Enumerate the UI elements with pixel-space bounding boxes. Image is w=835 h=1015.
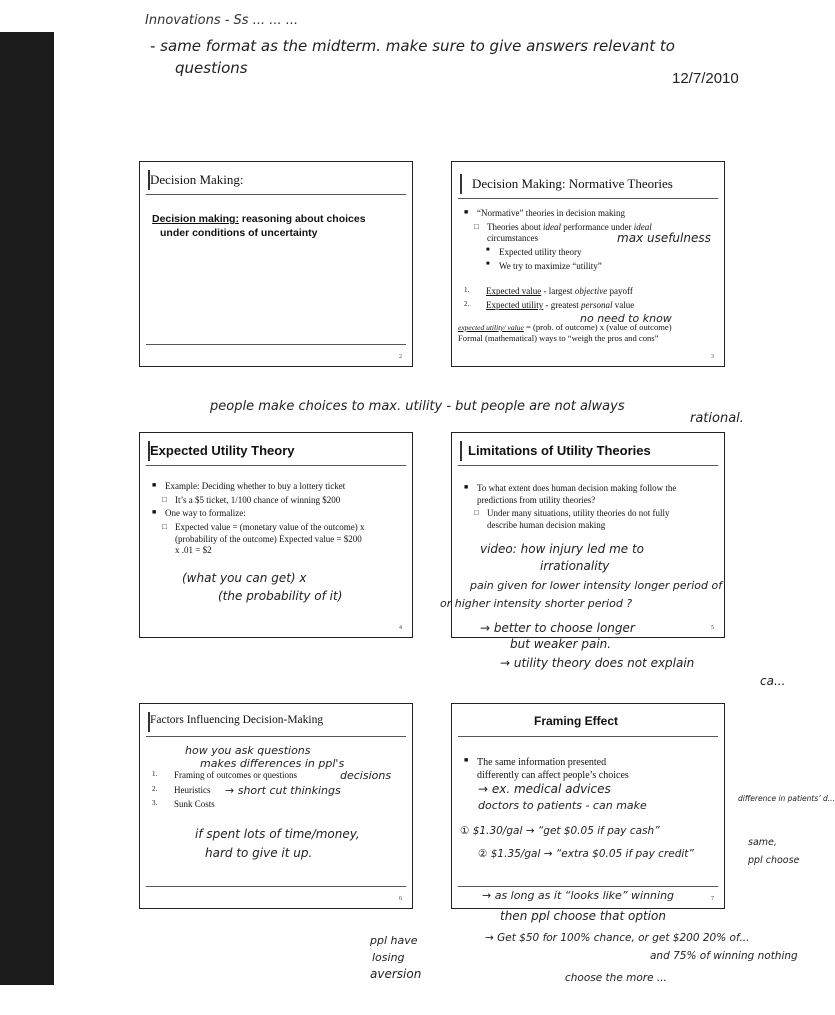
note-short-cut: → short cut thinkings xyxy=(225,784,341,797)
slide-title: Decision Making: xyxy=(150,172,244,187)
note-doctors-patients: doctors to patients - can make xyxy=(478,799,647,812)
slide-footer-rule xyxy=(458,886,718,887)
bottom-note-line-4: and 75% of winning nothing xyxy=(650,950,798,962)
bullet-many-situations: □ Under many situations, utility theories do not fully describe human decision making xyxy=(474,508,716,531)
definition-line-1 xyxy=(152,212,404,226)
slide-title-rule xyxy=(146,194,406,195)
note-ppl-choose: ppl choose xyxy=(748,855,800,866)
note-video: video: how injury led me to xyxy=(480,542,645,556)
slide-page-number: 4 xyxy=(399,625,402,631)
note-price-cash: ① $1.30/gal → “get $0.05 if pay cash” xyxy=(460,825,660,837)
numbered-framing: 1. Framing of outcomes or questions xyxy=(152,770,297,780)
numbered-sunk-costs: 3. Sunk Costs xyxy=(152,799,215,810)
slide-factors-decision-making xyxy=(139,703,413,909)
slide-page-number: 6 xyxy=(399,896,402,902)
bullet-ideal-theories: □ Theories about ideal performance under ideal circumstances xyxy=(474,222,716,245)
mid-note-line-2: rational. xyxy=(690,411,744,426)
note-what-you-can-get: (what you can get) x xyxy=(182,571,307,585)
slide-body xyxy=(464,756,716,784)
note-pain-question: pain given for lower intensity longer period of xyxy=(470,579,723,592)
note-how-you-ask: how you ask questions xyxy=(185,744,311,757)
note-difference-patients: difference in patients’ d... xyxy=(738,794,835,803)
slide-title: Limitations of Utility Theories xyxy=(468,443,651,458)
side-note-line-3: → utility theory does not explain xyxy=(500,656,695,670)
note-spent-lots: if spent lots of time/money, xyxy=(195,827,360,841)
bottom-note-line-1: → as long as it “looks like” winning xyxy=(482,889,675,902)
slide-title-bar xyxy=(460,174,462,194)
formal-ways-line: Formal (mathematical) ways to “weigh the pros and cons” xyxy=(458,332,659,343)
top-note-line-1: - same format as the midterm. make sure to give answers relevant to xyxy=(150,37,675,55)
slide-title: Factors Influencing Decision-Making xyxy=(150,714,324,726)
mid-note-line-1: people make choices to max. utility - but people are not always xyxy=(210,399,625,414)
slide-title-rule xyxy=(458,465,718,466)
slide-normative-theories xyxy=(451,161,725,367)
note-medical-advices: → ex. medical advices xyxy=(478,782,611,796)
numbered-expected-utility: 2. Expected utility - greatest personal value xyxy=(464,300,635,311)
bottom-left-note-2: losing xyxy=(372,951,405,964)
definition-text: reasoning about choices xyxy=(238,213,366,225)
slide-page-number: 2 xyxy=(399,354,402,360)
note-no-need-to-know: no need to know xyxy=(580,312,672,325)
definition-term: Decision making: xyxy=(152,213,239,225)
slide-body xyxy=(464,483,716,534)
note-probability: (the probability of it) xyxy=(218,589,343,603)
slide-title: Decision Making: Normative Theories xyxy=(472,176,673,191)
side-note-line-1: → better to choose longer xyxy=(480,621,635,635)
top-note-line-2: questions xyxy=(175,59,248,77)
bullet-lottery-example: ■ Example: Deciding whether to buy a lottery ticket xyxy=(152,481,404,493)
slide-decision-making xyxy=(139,161,413,367)
slide-body xyxy=(152,481,404,559)
slide-footer-rule xyxy=(146,886,406,887)
numbered-expected-value: 1. Expected value - largest objective payoff xyxy=(464,286,633,297)
formula-line: expected utility/ value = (prob. of outcome) x (value of outcome) xyxy=(458,321,672,332)
bullet-normative: ■ “Normative” theories in decision making xyxy=(464,208,716,220)
slide-title: Expected Utility Theory xyxy=(150,443,295,458)
bullet-expected-utility: ■ Expected utility theory xyxy=(486,247,716,259)
bullet-extent-question: ■ To what extent does human decision making follow the predictions from utility theories? xyxy=(464,483,716,506)
bottom-note-line-5: choose the more ... xyxy=(565,972,667,984)
slide-footer-rule xyxy=(146,344,406,345)
bottom-left-note-3: aversion xyxy=(370,967,422,981)
side-note-line-2: but weaker pain. xyxy=(510,637,612,651)
bullet-formalize: ■ One way to formalize: xyxy=(152,508,404,520)
definition-line-2: under conditions of uncertainty xyxy=(160,227,318,240)
numbered-heuristics: 2. Heuristics xyxy=(152,784,211,795)
bullet-expected-value: □ Expected value = (monetary value of the outcome) x (probability of the outcome) Expected value = $200 x .01 = $2 xyxy=(162,522,404,557)
slide-title-bar xyxy=(460,441,462,461)
bottom-left-note-1: ppl have xyxy=(370,934,418,947)
slide-title-rule xyxy=(146,465,406,466)
note-price-credit: ② $1.35/gal → “extra $0.05 if pay credit” xyxy=(478,848,694,860)
note-irrationality: irrationality xyxy=(540,559,610,573)
note-same: same, xyxy=(748,837,777,848)
slide-title-rule xyxy=(458,736,718,737)
bottom-note-line-3: → Get $50 for 100% chance, or get $200 20% of... xyxy=(485,932,750,944)
side-note-line-4: ca... xyxy=(760,674,786,688)
note-makes-differences: makes differences in ppl's xyxy=(200,757,345,770)
slide-page-number: 3 xyxy=(711,354,714,360)
note-decisions: decisions xyxy=(340,769,392,782)
slide-title-rule xyxy=(458,198,718,199)
note-hard-to-give-up: hard to give it up. xyxy=(205,846,313,860)
note-max-usefulness: max usefulness xyxy=(617,231,711,245)
scanner-edge xyxy=(0,32,54,985)
slide-expected-utility-theory xyxy=(139,432,413,638)
page-date: 12/7/2010 xyxy=(672,70,739,87)
bullet-ticket-odds: □ It’s a $5 ticket, 1/100 chance of winning $200 xyxy=(162,495,404,507)
note-higher-intensity: or higher intensity shorter period ? xyxy=(440,597,633,610)
slide-title-rule xyxy=(146,736,406,737)
slide-page-number: 7 xyxy=(711,896,714,902)
slide-title: Framing Effect xyxy=(534,714,619,728)
top-note-line-0: Innovations - Ss ... ... ... xyxy=(145,13,299,28)
bullet-same-information: ■ The same information presented differently can affect people’s choices xyxy=(464,756,716,782)
bullet-maximize-utility: ■ We try to maximize “utility” xyxy=(486,261,716,273)
slide-body xyxy=(152,212,404,240)
bottom-note-line-2: then ppl choose that option xyxy=(500,909,666,923)
slide-page-number: 5 xyxy=(711,625,714,631)
